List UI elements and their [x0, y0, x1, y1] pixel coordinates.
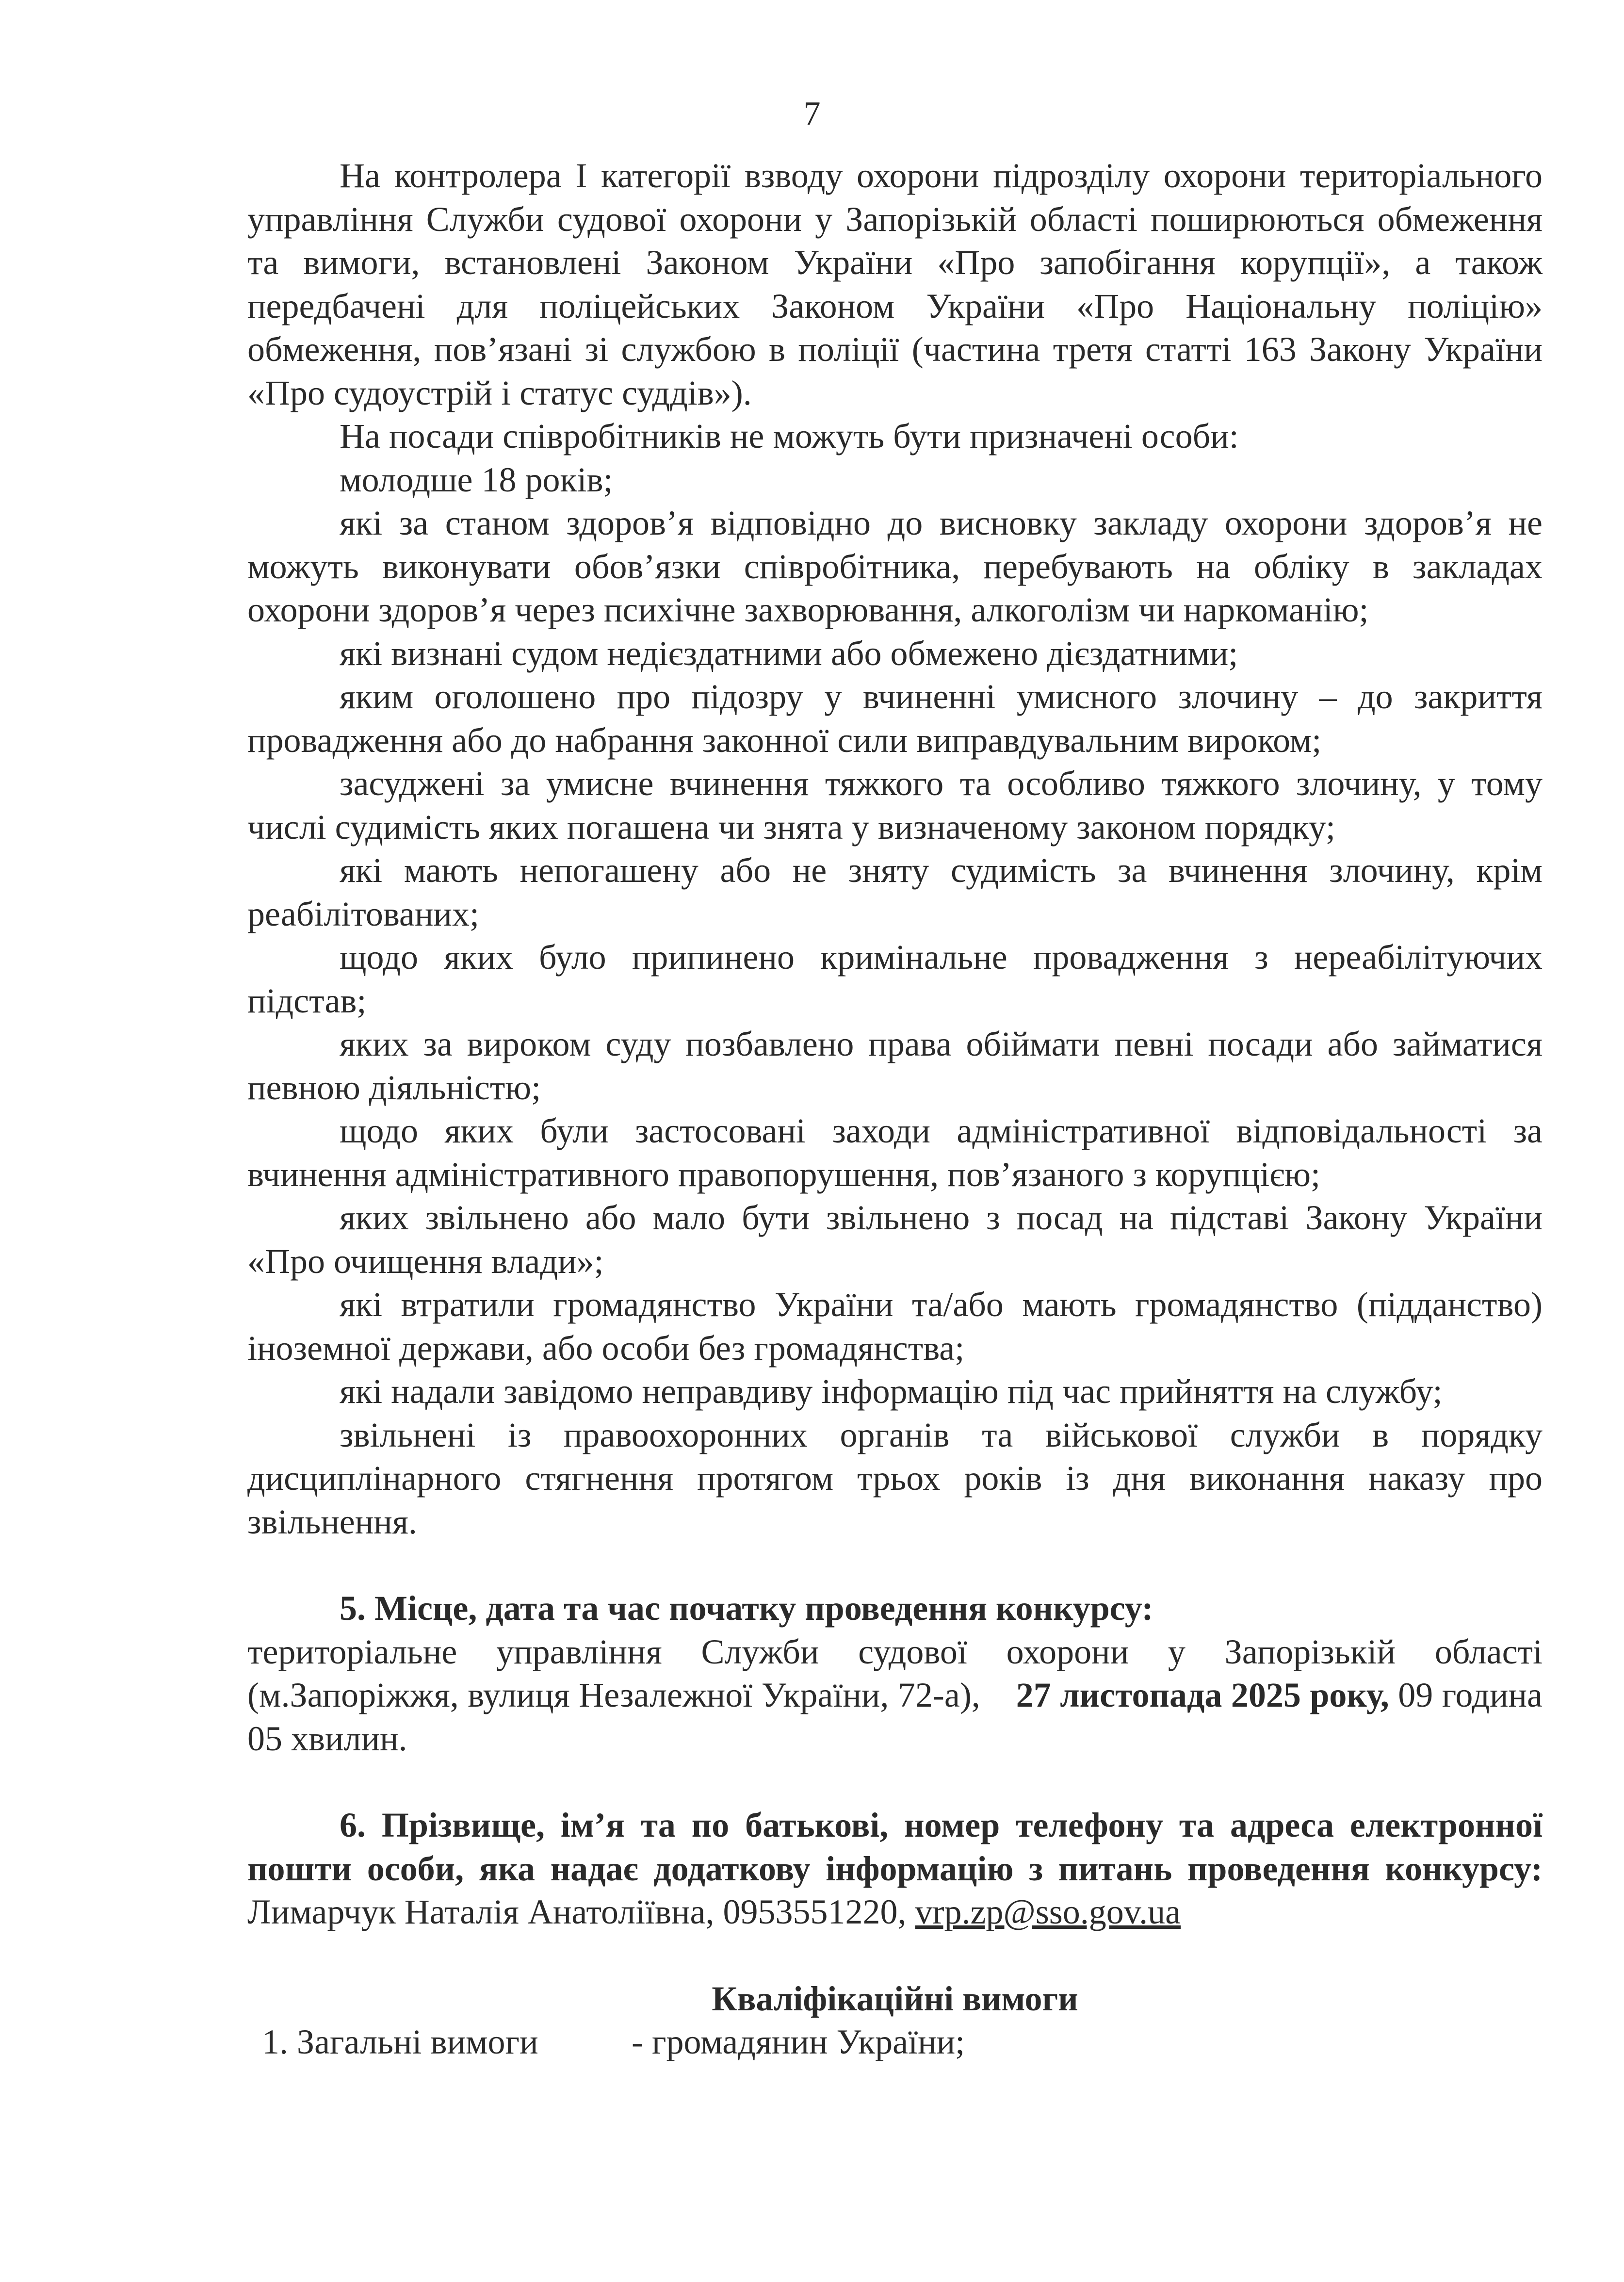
- section-5-title: 5. Місце, дата та час початку проведення конкурсу:: [340, 1589, 1153, 1628]
- list-item: які втратили громадянство України та/або мають громадянство (підданство) іноземної держави, або особи без громадянства;: [247, 1285, 1543, 1368]
- list-item: які мають непогашену або не зняту судимість за вчинення злочину, крім реабілітованих;: [247, 851, 1543, 933]
- qualification-number: 1.: [262, 2022, 288, 2061]
- qualification-value: - громадянин України;: [632, 2022, 965, 2061]
- contact-person: Лимарчук Наталія Анатоліївна, 0953551220,: [247, 1892, 907, 1931]
- list-item: яких звільнено або мало бути звільнено з посад на підставі Закону України «Про очищення влади»;: [247, 1198, 1543, 1281]
- list-item: яких за вироком суду позбавлено права обіймати певні посади або займатися певною діяльністю;: [247, 1025, 1543, 1107]
- list-item: які за станом здоров’я відповідно до висновку закладу охорони здоров’я не можуть виконувати обов’язки співробітника, перебувають на обліку в закладах охорони здоров’я через психічне захворювання, алкоголізм чи наркоманію;: [247, 504, 1543, 629]
- list-item: яким оголошено про підозру у вчиненні умисного злочину – до закриття провадження або до набрання законної сили виправдувальним вироком;: [247, 677, 1543, 760]
- ineligible-persons-list: [247, 458, 1543, 1544]
- qualification-row: [247, 2021, 1543, 2064]
- spacer: [247, 1934, 1543, 1977]
- list-item: молодше 18 років;: [340, 460, 613, 499]
- document-body: [247, 154, 1543, 2064]
- spacer: [247, 1760, 1543, 1804]
- list-item: засуджені за умисне вчинення тяжкого та особливо тяжкого злочину, у тому числі судимість яких погашена чи знята у визначеному законом порядку;: [247, 764, 1543, 847]
- qualifications-heading: Кваліфікаційні вимоги: [712, 1979, 1078, 2018]
- contest-time: 09 година 05 хвилин.: [247, 1676, 1543, 1758]
- restrictions-paragraph: На контролера І категорії взводу охорони підрозділу охорони територіального управління Служби судової охорони у Запорізькій області поширюються обмеження та вимоги, встановлені Законом України «Про запобігання корупції», а також передбачені для поліцейських Законом України «Про Національну поліцію» обмеження, пов’язані зі службою в поліції (частина третя статті 163 Закону України «Про судоустрій і статус суддів»).: [247, 156, 1543, 412]
- list-item: щодо яких було припинено кримінальне провадження з нереабілітуючих підстав;: [247, 938, 1543, 1020]
- list-item: щодо яких були застосовані заходи адміністративної відповідальності за вчинення адміністративного правопорушення, пов’язаного з корупцією;: [247, 1111, 1543, 1194]
- list-item: які надали завідомо неправдиву інформацію під час прийняття на службу;: [340, 1372, 1443, 1411]
- contest-location: територіальне управління Служби судової охорони у Запорізькій області (м.Запоріжжя, вулиця Незалежної України, 72-а),: [247, 1632, 1543, 1714]
- list-item: звільнені із правоохоронних органів та військової служби в порядку дисциплінарного стягнення протягом трьох років із дня виконання наказу про звільнення.: [247, 1415, 1543, 1541]
- contest-date: 27 листопада 2025 року,: [1016, 1676, 1389, 1714]
- section-6-title: 6. Прізвище, ім’я та по батькові, номер телефону та адреса електронної пошти особи, яка надає додаткову інформацію з питань проведення конкурсу:: [247, 1806, 1543, 1888]
- spacer: [247, 1544, 1543, 1587]
- section-6: [247, 1804, 1543, 1934]
- section-5-body: [247, 1630, 1543, 1761]
- page-number: 7: [803, 95, 821, 132]
- qualification-label: Загальні вимоги: [297, 2022, 538, 2061]
- section-5-heading: [247, 1587, 1543, 1630]
- contact-email-link[interactable]: vrp.zp@sso.gov.ua: [915, 1892, 1181, 1931]
- list-item: які визнані судом недієздатними або обмежено дієздатними;: [340, 634, 1238, 673]
- ineligibility-intro: На посади співробітників не можуть бути призначені особи:: [340, 417, 1239, 456]
